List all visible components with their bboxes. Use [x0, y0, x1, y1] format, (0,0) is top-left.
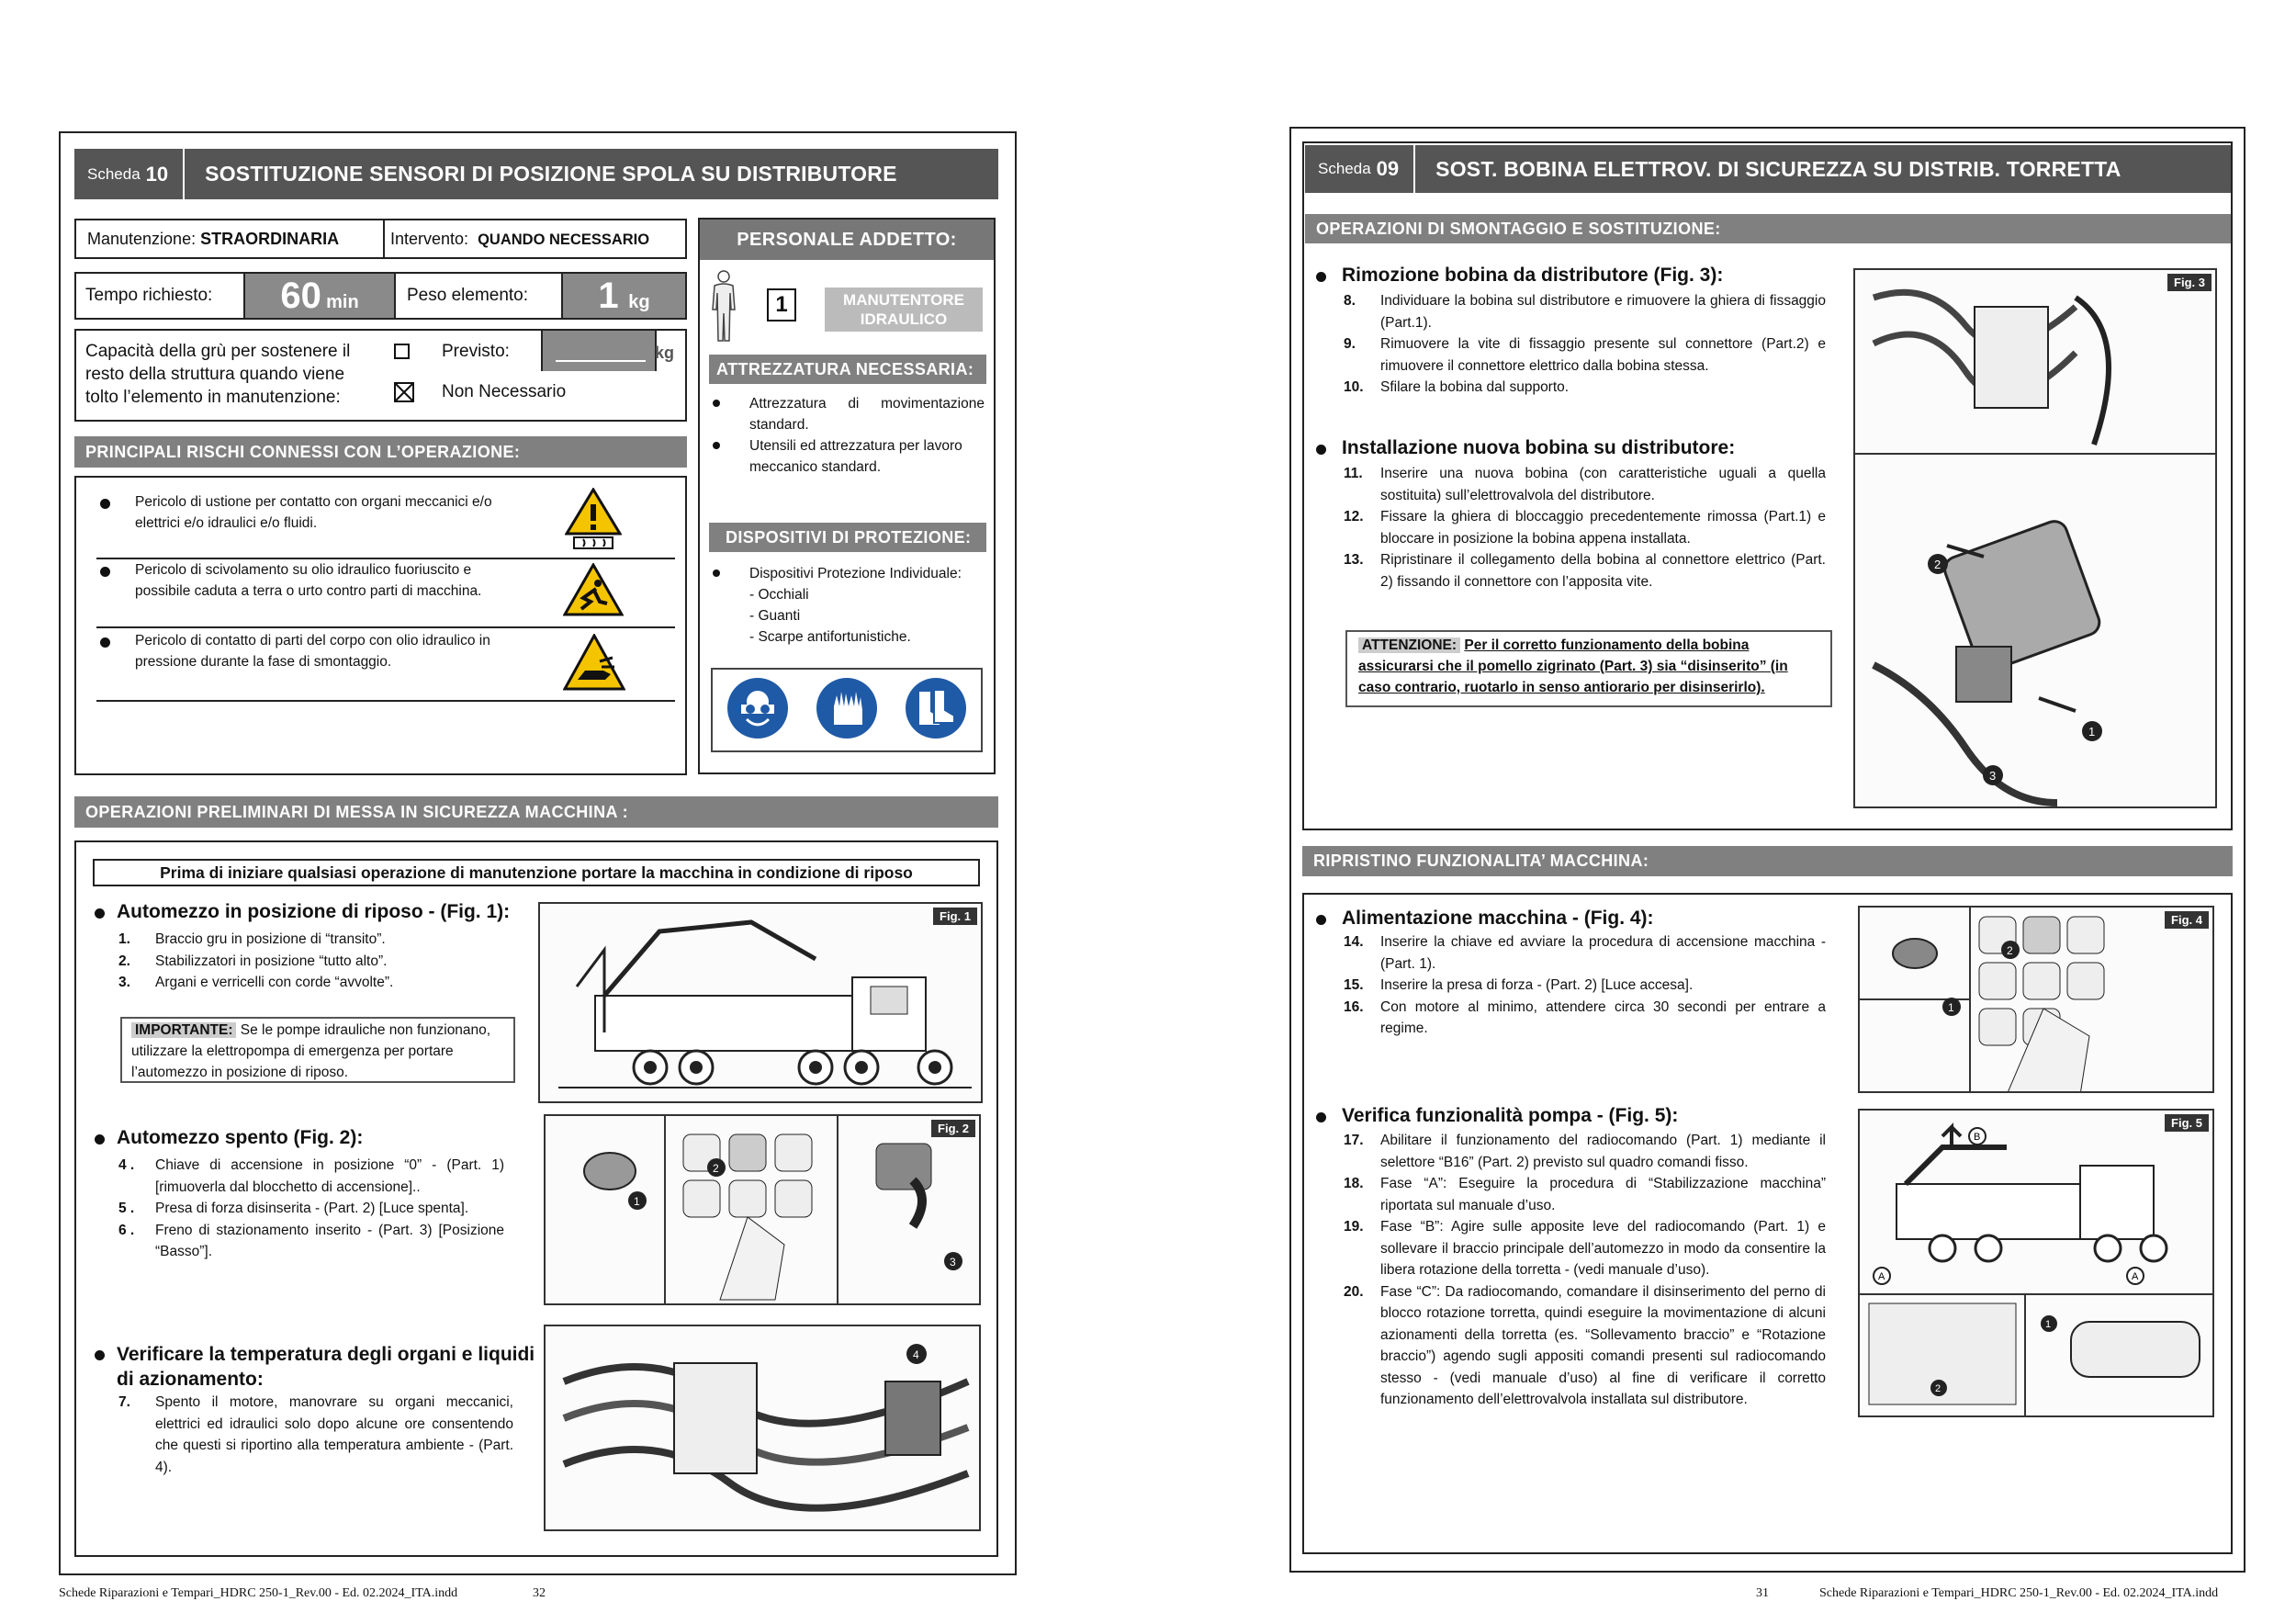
- svg-text:2: 2: [2007, 944, 2013, 957]
- manutenzione-value: STRAORDINARIA: [200, 229, 340, 248]
- personale-count: 1: [767, 288, 796, 321]
- svg-text:2: 2: [713, 1162, 719, 1175]
- s3-item: Con motore al minimo, attendere circa 30 secondi per entrare a regime.: [1380, 998, 1826, 1036]
- right-page-number: 31: [1756, 1586, 1769, 1600]
- s2-item: Ripristinare il collegamento della bobina al connettore elettrico (Part. 2) fissando il connettore con l’apposita vite.: [1380, 552, 1826, 590]
- non-necessario-checkbox[interactable]: [394, 382, 414, 402]
- previsto-unit: kg: [655, 344, 675, 362]
- gloves-icon: [816, 677, 878, 744]
- preliminari-box: Prima di iniziare qualsiasi operazione di manutenzione portare la macchina in condizione di riposo Automezzo in posizione di riposo - (Fig. 1): 1. Braccio gru in posizione di “transito”. 2. Stabilizzatori in posizione “tutto alto”. 3. Argani e verricelli con corde “avvolte”. IMPORTANTE: Se le pompe idrauliche non funzionano, utilizzare la elettropompa di emergenza per portare l’automezzo in posizione di riposo. Fig. 1 Automezzo spento (Fig. 2): 4 . Chiave di accensione in posizione “0” - (Part. 1) [rimuoverla dal blocchetto di accensione].. 5 . Presa di forza disinserita - (Part. 2) [Luce spenta]. 6 . Freno di stazionamento inserito - (Part. 3) [Posizione “Basso”]. Fig. 2 1 2 3 Verificare la temperatura degli organi e liquidi di azionamento: 7. Spento il motore, manovrare su organi meccanici, elettrici ed idraulici solo dopo alcune ore consentendo che questi si riportino alla temperatura ambiente - (Part. 4). 4: [74, 840, 998, 1557]
- s4-item: Fase “A”: Eseguire la procedura di “Stabilizzazione macchina” riportata sul manuale d’uso.: [1380, 1176, 1826, 1213]
- personale-role: MANUTENTORE IDRAULICO: [825, 288, 983, 332]
- svg-text:1: 1: [2045, 1319, 2052, 1330]
- sec3-item: Spento il motore, manovrare su organi meccanici, elettrici ed idraulici solo dopo alcune ore consentendo che questi si riportino alla temperatura ambiente - (Part. 4).: [155, 1394, 513, 1475]
- peso-value: 1: [598, 276, 619, 316]
- manutenzione-label: Manutenzione:: [87, 229, 197, 248]
- svg-text:3: 3: [950, 1256, 956, 1269]
- sec2-item: Freno di stazionamento inserito - (Part. 3) [Posizione “Basso”].: [155, 1222, 504, 1259]
- dispositivi-item: - Occhiali: [749, 587, 809, 603]
- s4-title: Verifica funzionalità pompa - (Fig. 5):: [1342, 1105, 1679, 1126]
- scheda-label: Scheda: [1318, 160, 1371, 177]
- scheda-number: 10: [145, 162, 169, 186]
- s4-item: Fase “B”: Agire sulle apposite leve del radiocomando (Part. 1) e sollevare il braccio principale dell’automezzo in modo da consentire la libera rotazione della torretta - (vedi manuale d’uso).: [1380, 1219, 1826, 1278]
- s1-title: Rimozione bobina da distributore (Fig. 3):: [1342, 265, 1724, 286]
- tempo-peso-box: [74, 272, 687, 320]
- fig4-image: Fig. 4 1 2: [1858, 906, 2214, 1093]
- person-icon: [709, 269, 738, 343]
- personale-title: PERSONALE ADDETTO:: [700, 220, 994, 260]
- s2-title: Installazione nuova bobina su distributore:: [1342, 437, 1736, 458]
- scheda-label: Scheda: [87, 164, 141, 183]
- dispositivi-item: Dispositivi Protezione Individuale:: [749, 566, 962, 581]
- page-title: SOST. BOBINA ELETTROV. DI SICUREZZA SU DISTRIB. TORRETTA: [1435, 156, 2122, 181]
- s3-title: Alimentazione macchina - (Fig. 4):: [1342, 908, 1654, 929]
- tempo-label: Tempo richiesto:: [76, 274, 245, 318]
- capacita-box: [74, 329, 687, 422]
- svg-text:A: A: [1878, 1271, 1885, 1282]
- svg-text:1: 1: [2088, 725, 2096, 739]
- s3-item: Inserire la chiave ed avviare la procedura di accensione macchina - (Part. 1).: [1380, 934, 1826, 972]
- s1-item: Sfilare la bobina dal supporto.: [1380, 379, 1570, 395]
- previsto-field[interactable]: [541, 331, 657, 371]
- left-scheda-header: [74, 149, 998, 199]
- rischio-item: Pericolo di scivolamento su olio idraulico fuoriuscito e possibile caduta a terra o urto contro parti di macchina.: [135, 562, 482, 599]
- sec2-title: Automezzo spento (Fig. 2):: [117, 1127, 364, 1148]
- preliminari-title: OPERAZIONI PRELIMINARI DI MESSA IN SICUREZZA MACCHINA :: [74, 796, 998, 828]
- tempo-value: 60: [280, 276, 321, 316]
- ripristino-title: RIPRISTINO FUNZIONALITA’ MACCHINA:: [1302, 846, 2233, 876]
- rischio-item: Pericolo di contatto di parti del corpo con olio idraulico in pressione durante la fase di smontaggio.: [135, 633, 490, 670]
- attrezzatura-item: Utensili ed attrezzatura per lavoro meccanico standard.: [749, 438, 962, 475]
- s2-item: Inserire una nuova bobina (con caratteristiche uguali a quella sostituita) sull’elettrovalvola del distributore.: [1380, 466, 1826, 503]
- svg-text:2: 2: [1934, 558, 1941, 571]
- importante-note: IMPORTANTE: Se le pompe idrauliche non funzionano, utilizzare la elettropompa di emergenza per portare l’automezzo in posizione di riposo.: [120, 1017, 515, 1083]
- svg-text:B: B: [1974, 1132, 1981, 1143]
- rischio-item: Pericolo di ustione per contatto con organi meccanici e/o elettrici e/o idraulici e/o fluidi.: [135, 494, 492, 531]
- non-necessario-label: Non Necessario: [442, 382, 567, 401]
- sec2-item: Chiave di accensione in posizione “0” - (Part. 1) [rimuoverla dal blocchetto di accensione]..: [155, 1157, 504, 1195]
- previsto-label: Previsto:: [442, 342, 510, 361]
- boots-icon: [905, 677, 967, 744]
- s2-item: Fissare la ghiera di bloccaggio precedentemente rimossa (Part.1) e bloccare in posizione la bobina appena installata.: [1380, 509, 1826, 547]
- prima-text: Prima di iniziare qualsiasi operazione di manutenzione portare la macchina in condizione di riposo: [93, 859, 980, 886]
- page-title: SOSTITUZIONE SENSORI DI POSIZIONE SPOLA SU DISTRIBUTORE: [205, 162, 897, 186]
- rischi-box: [74, 476, 687, 775]
- capacita-text: Capacità della grù per sostenere il resto della struttura quando viene tolto l’elemento in manutenzione:: [85, 342, 351, 407]
- intervento-value: QUANDO NECESSARIO: [478, 231, 650, 248]
- fig-hydraulic-image: [544, 1325, 981, 1531]
- s4-item: Fase “C”: Da radiocomando, comandare il disinserimento del perno di blocco rotazione torretta, quindi eseguire la movimentazione di alcuni azionamenti della torretta (es. “Sollevamento braccio” e “Rotazione braccio”) agendo sugli appositi comandi presenti sul radiocomando stesso - (vedi manuale d’uso) al fine di verificare il corretto funzionamento dell’elettrovalvola installata sul distributore.: [1380, 1283, 1826, 1407]
- rischi-title: PRINCIPALI RISCHI CONNESSI CON L’OPERAZIONE:: [74, 436, 687, 468]
- s1-item: Individuare la bobina sul distributore e rimuovere la ghiera di fissaggio (Part.1).: [1380, 293, 1826, 331]
- s1-item: Rimuovere la vite di fissaggio presente sul connettore (Part.2) e rimuovere il connettore elettrico dalla bobina stessa.: [1380, 336, 1826, 374]
- personale-box: [698, 218, 996, 774]
- svg-text:1: 1: [1948, 1001, 1954, 1014]
- svg-text:A: A: [2132, 1271, 2139, 1282]
- sec1-item: Stabilizzatori in posizione “tutto alto”.: [155, 953, 388, 969]
- sec1-item: Argani e verricelli con corde “avvolte”.: [155, 975, 394, 990]
- tempo-unit: min: [326, 292, 359, 312]
- attrezzatura-item: Attrezzatura di movimentazione standard.: [749, 396, 985, 433]
- slip-warning-icon: [563, 563, 624, 623]
- svg-text:3: 3: [1989, 769, 1997, 783]
- sec1-title: Automezzo in posizione di riposo - (Fig. 1):: [117, 901, 511, 922]
- sec2-item: Presa di forza disinserita - (Part. 2) [Luce spenta].: [155, 1201, 469, 1216]
- sec3-title: Verificare la temperatura degli organi e liquidi: [117, 1344, 535, 1365]
- pressure-warning-icon: [563, 634, 625, 697]
- right-footer-file: Schede Riparazioni e Tempari_HDRC 250-1_Rev.00 - Ed. 02.2024_ITA.indd: [1819, 1586, 2219, 1600]
- manutenzione-box: [74, 219, 687, 259]
- attenzione-note: ATTENZIONE: Per il corretto funzionamento della bobina assicurarsi che il pomello zigrinato (Part. 3) sia “disinserito” (in caso contrario, ruotarlo in senso antiorario per disinserirlo).: [1345, 630, 1832, 707]
- dispositivi-item: - Scarpe antifortunistiche.: [749, 629, 911, 645]
- s4-item: Abilitare il funzionamento del radiocomando (Part. 1) mediante il selettore “B16” (Part. 2) previsto sul quadro comandi fisso.: [1380, 1133, 1826, 1170]
- goggles-icon: [726, 677, 789, 744]
- dispositivi-item: - Guanti: [749, 608, 801, 624]
- left-page-number: 32: [533, 1586, 546, 1600]
- scheda-number: 09: [1376, 157, 1400, 180]
- intervento-label: Intervento:: [390, 229, 469, 248]
- previsto-checkbox[interactable]: [394, 344, 410, 359]
- smontaggio-title: OPERAZIONI DI SMONTAGGIO E SOSTITUZIONE:: [1305, 214, 2231, 243]
- svg-text:4: 4: [913, 1348, 919, 1361]
- peso-label: Peso elemento:: [396, 274, 563, 318]
- fig2-image: Fig. 2 1 2 3: [544, 1114, 981, 1305]
- fig1-image: Fig. 1: [538, 902, 983, 1103]
- dispositivi-title: DISPOSITIVI DI PROTEZIONE:: [709, 523, 986, 552]
- hot-surface-warning-icon: [565, 488, 622, 555]
- attrezzatura-title: ATTREZZATURA NECESSARIA:: [709, 355, 986, 384]
- fig3-image: Fig. 3 2 1 3: [1853, 268, 2217, 808]
- svg-text:2: 2: [1935, 1383, 1941, 1394]
- sec1-item: Braccio gru in posizione di “transito”.: [155, 931, 386, 947]
- s3-item: Inserire la presa di forza - (Part. 2) [Luce accesa].: [1380, 977, 1694, 993]
- right-scheda-header: [1305, 145, 2231, 193]
- left-footer-file: Schede Riparazioni e Tempari_HDRC 250-1_Rev.00 - Ed. 02.2024_ITA.indd: [59, 1586, 458, 1600]
- svg-text:1: 1: [634, 1195, 640, 1208]
- fig5-image: Fig. 5 B A A 2 1: [1858, 1109, 2214, 1417]
- peso-unit: kg: [628, 292, 650, 312]
